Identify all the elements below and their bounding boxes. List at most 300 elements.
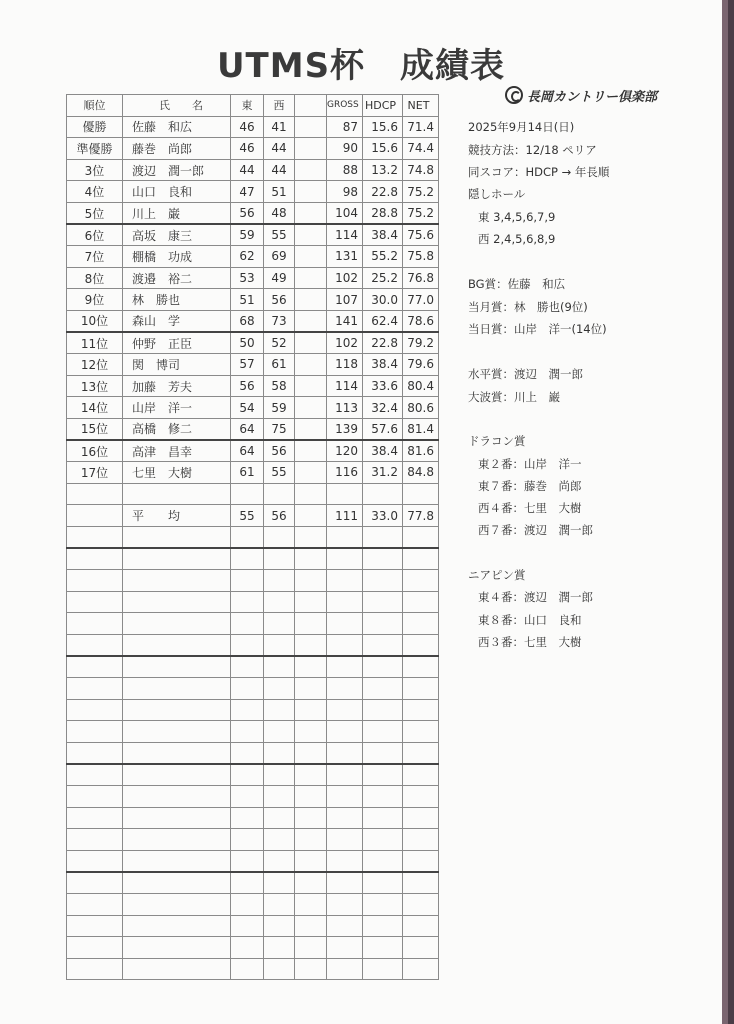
cell-gross: 111 <box>327 505 363 527</box>
day-award: 当日賞：山岸 洋一(14位) <box>468 322 607 336</box>
cell-east <box>231 613 264 635</box>
cell-west <box>264 958 295 980</box>
cell-west <box>264 829 295 851</box>
cell-net <box>403 742 439 764</box>
cell-gross: 141 <box>327 310 363 332</box>
cell-gross: 139 <box>327 418 363 440</box>
cell-east <box>231 634 264 656</box>
cell-blank <box>295 634 327 656</box>
empty-row <box>67 678 439 700</box>
cell-hdcp: 15.6 <box>363 116 403 138</box>
table-row <box>67 418 439 440</box>
cell-east: 46 <box>231 138 264 160</box>
cell-hdcp <box>363 613 403 635</box>
cell-blank <box>295 246 327 268</box>
cell-east <box>231 678 264 700</box>
cell-rank <box>67 764 123 786</box>
cell-west <box>264 937 295 959</box>
empty-row <box>67 829 439 851</box>
cell-name <box>123 483 231 505</box>
cell-west: 58 <box>264 375 295 397</box>
cell-east: 44 <box>231 159 264 181</box>
cell-east: 61 <box>231 462 264 484</box>
cell-rank: 6位 <box>67 224 123 246</box>
cell-gross <box>327 591 363 613</box>
cell-rank: 7位 <box>67 246 123 268</box>
cell-gross <box>327 526 363 548</box>
cell-gross <box>327 634 363 656</box>
cell-west: 48 <box>264 202 295 224</box>
cell-gross: 118 <box>327 354 363 376</box>
cell-gross <box>327 721 363 743</box>
cell-west <box>264 850 295 872</box>
cell-blank <box>295 289 327 311</box>
cell-blank <box>295 807 327 829</box>
cell-rank: 13位 <box>67 375 123 397</box>
cell-net <box>403 483 439 505</box>
cell-hdcp: 15.6 <box>363 138 403 160</box>
cell-net: 76.8 <box>403 267 439 289</box>
cell-net <box>403 721 439 743</box>
cell-rank <box>67 591 123 613</box>
cell-hdcp <box>363 699 403 721</box>
cell-hdcp: 22.8 <box>363 181 403 203</box>
cell-west: 56 <box>264 289 295 311</box>
cell-blank <box>295 526 327 548</box>
cell-east <box>231 570 264 592</box>
cell-hdcp: 33.6 <box>363 375 403 397</box>
cell-name: 平 均 <box>123 505 231 527</box>
cell-west <box>264 613 295 635</box>
cell-east <box>231 483 264 505</box>
cell-blank <box>295 138 327 160</box>
cell-rank: 4位 <box>67 181 123 203</box>
cell-rank: 準優勝 <box>67 138 123 160</box>
cell-blank <box>295 354 327 376</box>
cell-net <box>403 872 439 894</box>
table-row <box>67 181 439 203</box>
table-row <box>67 440 439 462</box>
cell-name <box>123 526 231 548</box>
cell-east <box>231 893 264 915</box>
cell-west: 55 <box>264 462 295 484</box>
cell-blank <box>295 310 327 332</box>
cell-name: 藤巻 尚郎 <box>123 138 231 160</box>
cell-hdcp: 55.2 <box>363 246 403 268</box>
cell-name <box>123 872 231 894</box>
empty-row <box>67 634 439 656</box>
cell-gross <box>327 613 363 635</box>
cell-rank <box>67 807 123 829</box>
cell-rank: 11位 <box>67 332 123 354</box>
cell-east <box>231 699 264 721</box>
cell-name <box>123 678 231 700</box>
cell-rank: 15位 <box>67 418 123 440</box>
cell-hdcp <box>363 764 403 786</box>
cell-east: 47 <box>231 181 264 203</box>
cell-west <box>264 526 295 548</box>
cell-net: 75.8 <box>403 246 439 268</box>
cell-name: 渡邉 裕二 <box>123 267 231 289</box>
cell-hdcp: 32.4 <box>363 397 403 419</box>
cell-rank <box>67 742 123 764</box>
cell-gross <box>327 656 363 678</box>
cell-hdcp <box>363 721 403 743</box>
cell-blank <box>295 267 327 289</box>
cell-rank: 8位 <box>67 267 123 289</box>
cell-net <box>403 699 439 721</box>
dracon-item: 東２番：山岸 洋一 <box>478 457 582 471</box>
header-west: 西 <box>264 95 295 117</box>
cell-gross <box>327 850 363 872</box>
cell-gross: 90 <box>327 138 363 160</box>
cell-net: 77.8 <box>403 505 439 527</box>
cell-blank <box>295 548 327 570</box>
cell-gross <box>327 893 363 915</box>
cell-rank <box>67 958 123 980</box>
cell-rank <box>67 526 123 548</box>
cell-east: 64 <box>231 418 264 440</box>
cell-rank <box>67 483 123 505</box>
cell-west: 44 <box>264 138 295 160</box>
cell-east <box>231 764 264 786</box>
cell-name: 高坂 康三 <box>123 224 231 246</box>
cell-hdcp <box>363 742 403 764</box>
cell-net <box>403 786 439 808</box>
cell-name: 高津 昌幸 <box>123 440 231 462</box>
cell-gross <box>327 699 363 721</box>
cell-net: 74.8 <box>403 159 439 181</box>
cell-name <box>123 591 231 613</box>
club-logo-icon <box>505 86 523 104</box>
cell-gross <box>327 678 363 700</box>
empty-row <box>67 483 439 505</box>
cell-gross: 104 <box>327 202 363 224</box>
cell-name <box>123 548 231 570</box>
cell-hdcp <box>363 829 403 851</box>
cell-net: 81.6 <box>403 440 439 462</box>
cell-west <box>264 548 295 570</box>
cell-blank <box>295 937 327 959</box>
cell-east <box>231 548 264 570</box>
header-gross: GROSS <box>327 95 363 117</box>
cell-name <box>123 958 231 980</box>
cell-rank: 10位 <box>67 310 123 332</box>
header-name: 氏 名 <box>123 95 231 117</box>
cell-blank <box>295 375 327 397</box>
cell-west <box>264 699 295 721</box>
cell-blank <box>295 764 327 786</box>
cell-blank <box>295 893 327 915</box>
cell-blank <box>295 699 327 721</box>
cell-east <box>231 872 264 894</box>
cell-net <box>403 656 439 678</box>
cell-hdcp: 38.4 <box>363 440 403 462</box>
cell-east <box>231 829 264 851</box>
cell-east: 56 <box>231 375 264 397</box>
cell-west: 49 <box>264 267 295 289</box>
page-title: UTMS杯 成績表 <box>216 46 506 86</box>
empty-row <box>67 526 439 548</box>
cell-gross <box>327 937 363 959</box>
cell-east: 56 <box>231 202 264 224</box>
cell-west <box>264 570 295 592</box>
table-row <box>67 224 439 246</box>
cell-net: 75.6 <box>403 224 439 246</box>
cell-west <box>264 872 295 894</box>
cell-net <box>403 958 439 980</box>
cell-blank <box>295 786 327 808</box>
cell-hdcp <box>363 872 403 894</box>
empty-row <box>67 872 439 894</box>
table-row <box>67 267 439 289</box>
header-blank <box>295 95 327 117</box>
empty-row <box>67 807 439 829</box>
cell-net: 79.2 <box>403 332 439 354</box>
cell-hdcp <box>363 570 403 592</box>
club-logo-text: 長岡カントリー倶楽部 <box>527 89 658 105</box>
cell-net <box>403 937 439 959</box>
cell-rank <box>67 872 123 894</box>
empty-row <box>67 937 439 959</box>
empty-row <box>67 893 439 915</box>
cell-gross <box>327 872 363 894</box>
empty-row <box>67 915 439 937</box>
table-row <box>67 332 439 354</box>
cell-hdcp <box>363 807 403 829</box>
cell-rank <box>67 786 123 808</box>
cell-hdcp <box>363 483 403 505</box>
cell-rank <box>67 678 123 700</box>
cell-rank <box>67 829 123 851</box>
cell-hdcp: 22.8 <box>363 332 403 354</box>
cell-name <box>123 807 231 829</box>
cell-name: 仲野 正臣 <box>123 332 231 354</box>
cell-blank <box>295 656 327 678</box>
cell-hdcp: 13.2 <box>363 159 403 181</box>
cell-net: 77.0 <box>403 289 439 311</box>
cell-gross <box>327 570 363 592</box>
cell-hdcp <box>363 591 403 613</box>
cell-name: 七里 大樹 <box>123 462 231 484</box>
cell-blank <box>295 915 327 937</box>
table-row <box>67 138 439 160</box>
header-hdcp: HDCP <box>363 95 403 117</box>
cell-hdcp <box>363 526 403 548</box>
cell-name <box>123 699 231 721</box>
cell-net: 75.2 <box>403 202 439 224</box>
cell-gross: 120 <box>327 440 363 462</box>
cell-name: 加藤 芳夫 <box>123 375 231 397</box>
cell-name <box>123 570 231 592</box>
cell-gross: 87 <box>327 116 363 138</box>
cell-blank <box>295 440 327 462</box>
cell-name: 高橋 修二 <box>123 418 231 440</box>
cell-hdcp: 30.0 <box>363 289 403 311</box>
cell-west <box>264 656 295 678</box>
cell-hdcp <box>363 915 403 937</box>
cell-blank <box>295 613 327 635</box>
cell-name <box>123 915 231 937</box>
cell-blank <box>295 958 327 980</box>
cell-gross: 116 <box>327 462 363 484</box>
cell-rank <box>67 915 123 937</box>
cell-name <box>123 850 231 872</box>
cell-net: 80.4 <box>403 375 439 397</box>
cell-west: 61 <box>264 354 295 376</box>
cell-blank <box>295 678 327 700</box>
cell-blank <box>295 591 327 613</box>
cell-gross: 88 <box>327 159 363 181</box>
suihei-award: 水平賞：渡辺 潤一郎 <box>468 367 583 381</box>
cell-gross <box>327 958 363 980</box>
cell-name: 佐藤 和広 <box>123 116 231 138</box>
cell-east <box>231 591 264 613</box>
results-table <box>66 94 439 980</box>
cell-net <box>403 613 439 635</box>
cell-west <box>264 483 295 505</box>
cell-blank <box>295 116 327 138</box>
nearpin-item: 東４番：渡辺 潤一郎 <box>478 590 593 604</box>
cell-blank <box>295 418 327 440</box>
cell-east <box>231 721 264 743</box>
tie-rule-text: 同スコア：HDCP → 年長順 <box>468 165 610 179</box>
cell-east <box>231 656 264 678</box>
header-rank: 順位 <box>67 95 123 117</box>
dracon-item: 西４番：七里 大樹 <box>478 501 582 515</box>
dracon-item: 西７番：渡辺 潤一郎 <box>478 523 593 537</box>
cell-east <box>231 915 264 937</box>
club-logo <box>505 84 657 106</box>
cell-name: 渡辺 潤一郎 <box>123 159 231 181</box>
cell-net <box>403 764 439 786</box>
cell-net: 78.6 <box>403 310 439 332</box>
cell-net <box>403 807 439 829</box>
cell-gross: 107 <box>327 289 363 311</box>
cell-gross <box>327 548 363 570</box>
cell-rank <box>67 505 123 527</box>
cell-net: 80.6 <box>403 397 439 419</box>
cell-net <box>403 893 439 915</box>
cell-west: 75 <box>264 418 295 440</box>
cell-hdcp <box>363 937 403 959</box>
cell-net: 71.4 <box>403 116 439 138</box>
date-text: 2025年9月14日(日) <box>468 120 575 134</box>
cell-gross: 131 <box>327 246 363 268</box>
cell-hdcp <box>363 958 403 980</box>
cell-blank <box>295 397 327 419</box>
cell-blank <box>295 721 327 743</box>
cell-blank <box>295 505 327 527</box>
cell-hdcp: 31.2 <box>363 462 403 484</box>
cell-rank: 優勝 <box>67 116 123 138</box>
cell-name: 川上 巌 <box>123 202 231 224</box>
cell-east <box>231 786 264 808</box>
cell-blank <box>295 829 327 851</box>
cell-west <box>264 678 295 700</box>
cell-net: 84.8 <box>403 462 439 484</box>
cell-net <box>403 548 439 570</box>
cell-hdcp <box>363 656 403 678</box>
cell-net <box>403 591 439 613</box>
cell-east: 57 <box>231 354 264 376</box>
cell-west <box>264 807 295 829</box>
cell-rank: 3位 <box>67 159 123 181</box>
cell-hdcp: 38.4 <box>363 224 403 246</box>
cell-net <box>403 526 439 548</box>
empty-row <box>67 958 439 980</box>
cell-east: 54 <box>231 397 264 419</box>
table-row <box>67 375 439 397</box>
header-east: 東 <box>231 95 264 117</box>
cell-blank <box>295 202 327 224</box>
cell-rank: 17位 <box>67 462 123 484</box>
empty-row <box>67 548 439 570</box>
table-row <box>67 397 439 419</box>
cell-west: 73 <box>264 310 295 332</box>
cell-blank <box>295 742 327 764</box>
average-row <box>67 505 439 527</box>
cell-west: 52 <box>264 332 295 354</box>
cell-net: 75.2 <box>403 181 439 203</box>
dracon-item: 東７番：藤巻 尚郎 <box>478 479 582 493</box>
cell-net <box>403 850 439 872</box>
cell-west <box>264 893 295 915</box>
cell-rank <box>67 699 123 721</box>
cell-hdcp: 25.2 <box>363 267 403 289</box>
cell-east <box>231 850 264 872</box>
cell-name <box>123 829 231 851</box>
cell-east: 62 <box>231 246 264 268</box>
header-net: NET <box>403 95 439 117</box>
cell-west <box>264 721 295 743</box>
table-row <box>67 289 439 311</box>
table-row <box>67 310 439 332</box>
cell-west: 69 <box>264 246 295 268</box>
cell-name <box>123 613 231 635</box>
cell-rank <box>67 937 123 959</box>
table-row <box>67 116 439 138</box>
hidden-holes-west: 西 2,4,5,6,8,9 <box>478 232 556 246</box>
cell-blank <box>295 332 327 354</box>
cell-rank: 12位 <box>67 354 123 376</box>
empty-row <box>67 699 439 721</box>
cell-name <box>123 634 231 656</box>
cell-hdcp: 38.4 <box>363 354 403 376</box>
cell-gross: 102 <box>327 332 363 354</box>
cell-east: 50 <box>231 332 264 354</box>
cell-gross: 102 <box>327 267 363 289</box>
cell-west: 44 <box>264 159 295 181</box>
cell-net <box>403 915 439 937</box>
table-row <box>67 246 439 268</box>
cell-hdcp <box>363 548 403 570</box>
cell-east: 59 <box>231 224 264 246</box>
cell-rank <box>67 548 123 570</box>
cell-gross: 114 <box>327 224 363 246</box>
cell-west: 56 <box>264 440 295 462</box>
cell-west <box>264 786 295 808</box>
hidden-holes-east: 東 3,4,5,6,7,9 <box>478 210 556 224</box>
ohnami-award: 大波賞：川上 巌 <box>468 390 560 404</box>
cell-rank <box>67 570 123 592</box>
nearpin-item: 西３番：七里 大樹 <box>478 635 582 649</box>
cell-rank: 5位 <box>67 202 123 224</box>
cell-blank <box>295 570 327 592</box>
cell-rank <box>67 721 123 743</box>
empty-row <box>67 591 439 613</box>
cell-gross <box>327 786 363 808</box>
